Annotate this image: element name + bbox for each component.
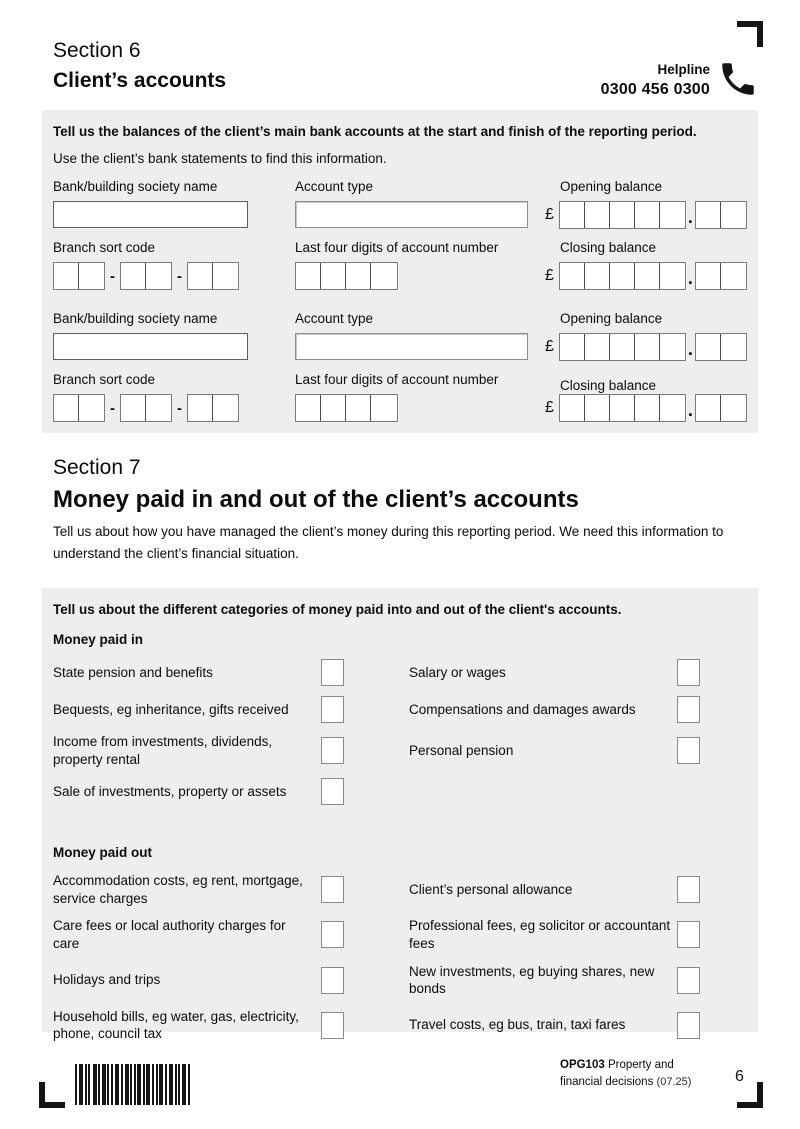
section6-panel-intro: Tell us the balances of the client’s main bank accounts at the start and finish of the reporting period.	[53, 124, 697, 139]
sort-code-separator: -	[177, 399, 182, 417]
closing-balance-field[interactable]	[545, 394, 747, 422]
phone-icon	[717, 57, 759, 101]
opening-balance-field[interactable]	[545, 201, 747, 229]
category-row	[53, 917, 747, 952]
last-four-digits-input[interactable]	[295, 262, 398, 290]
opening-balance-pence-input[interactable]	[695, 333, 747, 361]
crop-mark-bottom-left-icon	[39, 1082, 65, 1108]
sort-code-field[interactable]	[53, 394, 295, 422]
sort-code-part1-input[interactable]	[53, 394, 105, 422]
category-checkbox[interactable]	[677, 921, 700, 948]
money-paid-out-heading: Money paid out	[53, 845, 152, 861]
category-label: Household bills, eg water, gas, electricity, phone, council tax	[53, 1008, 299, 1042]
category-row	[53, 872, 747, 907]
section6-panel-subtext: Use the client’s bank statements to find this information.	[53, 151, 387, 167]
crop-mark-top-right-icon	[737, 21, 763, 47]
category-checkbox[interactable]	[677, 1012, 700, 1039]
bank-name-input[interactable]	[53, 201, 248, 228]
section6-title: Client’s accounts	[53, 69, 227, 93]
sort-code-part1-input[interactable]	[53, 262, 105, 290]
category-label: Sale of investments, property or assets	[53, 784, 287, 800]
page-number: 6	[735, 1068, 744, 1085]
barcode-icon	[75, 1064, 193, 1105]
closing-balance-label: Closing balance	[560, 240, 657, 256]
category-checkbox[interactable]	[321, 696, 344, 723]
closing-balance-pounds-input[interactable]	[559, 262, 686, 290]
helpline	[601, 62, 710, 99]
category-checkbox[interactable]	[677, 737, 700, 764]
account-block-1	[53, 179, 747, 290]
category-label: Care fees or local authority charges for care	[53, 918, 286, 951]
account-type-input[interactable]	[295, 333, 528, 360]
form-reference	[560, 1057, 692, 1091]
category-label: Bequests, eg inheritance, gifts received	[53, 701, 289, 717]
bank-name-label: Bank/building society name	[53, 179, 218, 195]
sort-code-field[interactable]	[53, 262, 295, 290]
category-checkbox[interactable]	[321, 967, 344, 994]
section7-header	[53, 455, 743, 565]
form-code: OPG103	[560, 1059, 605, 1071]
money-paid-out-list	[53, 872, 747, 1042]
category-row	[53, 733, 747, 768]
opening-balance-pounds-input[interactable]	[559, 333, 686, 361]
opening-balance-pence-input[interactable]	[695, 201, 747, 229]
section6-header	[53, 38, 226, 93]
category-label: Client’s personal allowance	[409, 882, 573, 898]
category-checkbox[interactable]	[321, 876, 344, 903]
category-checkbox[interactable]	[321, 921, 344, 948]
category-checkbox[interactable]	[321, 659, 344, 686]
helpline-number: 0300 456 0300	[600, 81, 710, 98]
opening-balance-field[interactable]	[545, 333, 747, 361]
helpline-label: Helpline	[657, 62, 710, 77]
category-row	[53, 659, 747, 686]
category-label: Compensations and damages awards	[409, 701, 636, 717]
closing-balance-pence-input[interactable]	[695, 394, 747, 422]
money-paid-in-heading: Money paid in	[53, 632, 144, 648]
section6-panel	[42, 110, 758, 433]
sort-code-label: Branch sort code	[53, 240, 156, 256]
decimal-point: .	[687, 268, 693, 289]
account-type-label: Account type	[295, 311, 374, 327]
account-block-2	[53, 311, 747, 422]
closing-balance-pence-input[interactable]	[695, 262, 747, 290]
category-checkbox[interactable]	[677, 696, 700, 723]
category-checkbox[interactable]	[677, 876, 700, 903]
section7-panel-intro: Tell us about the different categories of money paid into and out of the client's accounts.	[53, 602, 622, 617]
sort-code-part2-input[interactable]	[120, 394, 172, 422]
account-type-label: Account type	[295, 179, 374, 195]
category-label: State pension and benefits	[53, 664, 213, 680]
last-four-digits-input[interactable]	[295, 394, 398, 422]
last-four-digits-label: Last four digits of account number	[295, 372, 499, 388]
sort-code-label: Branch sort code	[53, 372, 156, 388]
crop-mark-bottom-right-icon	[737, 1082, 763, 1108]
opening-balance-pounds-input[interactable]	[559, 201, 686, 229]
category-checkbox[interactable]	[321, 1012, 344, 1039]
decimal-point: .	[687, 339, 693, 360]
category-row	[53, 696, 747, 723]
closing-balance-pounds-input[interactable]	[559, 394, 686, 422]
category-label: Income from investments, dividends, property rental	[53, 734, 273, 767]
category-checkbox[interactable]	[321, 737, 344, 764]
pound-sign: £	[545, 267, 554, 285]
form-version: (07.25)	[656, 1075, 692, 1088]
category-label: New investments, eg buying shares, new bonds	[409, 963, 655, 997]
category-label: Holidays and trips	[53, 972, 161, 988]
bank-name-input[interactable]	[53, 333, 248, 360]
money-paid-in-list	[53, 659, 747, 805]
category-label: Professional fees, eg solicitor or accountant fees	[409, 918, 671, 951]
category-checkbox[interactable]	[321, 778, 344, 805]
sort-code-part3-input[interactable]	[187, 394, 239, 422]
sort-code-separator: -	[110, 399, 115, 417]
pound-sign: £	[545, 338, 554, 356]
section7-intro: Tell us about how you have managed the client’s money during this reporting period. We need this information to understand the client’s financial situation.	[53, 523, 724, 562]
closing-balance-field[interactable]	[545, 262, 747, 290]
category-label: Personal pension	[409, 742, 514, 758]
opening-balance-label: Opening balance	[560, 179, 663, 195]
section7-kicker: Section 7	[53, 456, 141, 479]
pound-sign: £	[545, 399, 554, 417]
closing-balance-label: Closing balance	[560, 378, 657, 394]
section6-kicker: Section 6	[53, 39, 141, 62]
form-title: Property and financial decisions	[560, 1059, 674, 1088]
sort-code-separator: -	[177, 267, 182, 285]
category-checkbox[interactable]	[677, 659, 700, 686]
category-label: Travel costs, eg bus, train, taxi fares	[409, 1017, 626, 1033]
opening-balance-label: Opening balance	[560, 311, 663, 327]
category-checkbox[interactable]	[677, 967, 700, 994]
last-four-digits-label: Last four digits of account number	[295, 240, 499, 256]
sort-code-part2-input[interactable]	[120, 262, 172, 290]
decimal-point: .	[687, 400, 693, 421]
category-row	[53, 1008, 747, 1043]
category-label: Salary or wages	[409, 664, 506, 680]
sort-code-part3-input[interactable]	[187, 262, 239, 290]
category-row	[53, 778, 747, 805]
category-label: Accommodation costs, eg rent, mortgage, service charges	[53, 873, 303, 906]
sort-code-separator: -	[110, 267, 115, 285]
decimal-point: .	[687, 207, 693, 228]
pound-sign: £	[545, 206, 554, 224]
bank-name-label: Bank/building society name	[53, 311, 218, 327]
category-row	[53, 963, 747, 998]
section7-panel	[42, 588, 758, 1042]
account-type-input[interactable]	[295, 201, 528, 228]
section7-title: Money paid in and out of the client’s accounts	[53, 486, 579, 514]
